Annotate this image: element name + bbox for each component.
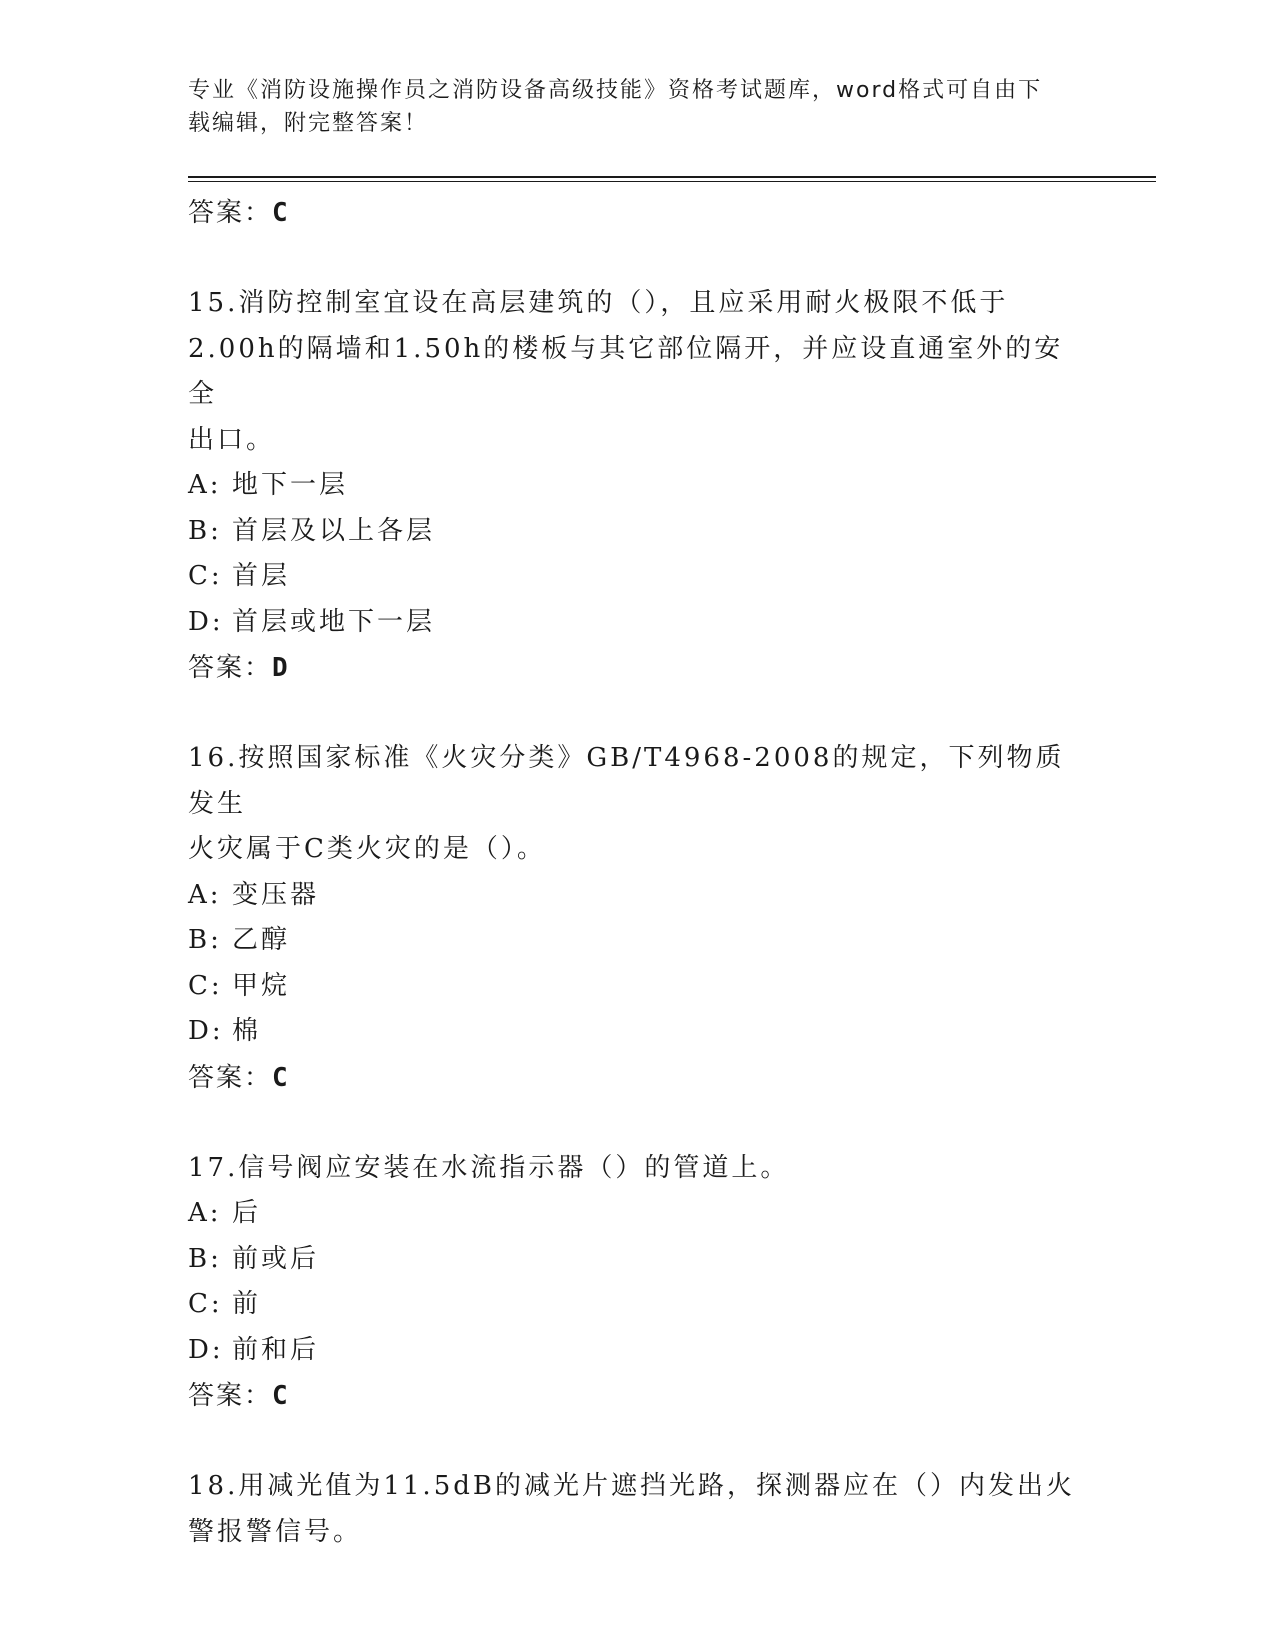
option-text: 首层或地下一层	[232, 606, 436, 637]
question-17	[188, 1146, 1088, 1420]
answer-label: 答案：	[188, 1062, 273, 1093]
question-line: 出口。	[188, 424, 276, 455]
option-b	[188, 918, 1088, 964]
option-text: 甲烷	[232, 970, 291, 1001]
option-c	[188, 554, 1088, 600]
option-key: D:	[188, 1016, 224, 1046]
answer-value: C	[272, 1381, 290, 1411]
option-key: B:	[188, 515, 222, 546]
option-key: C:	[188, 970, 223, 1001]
option-key: D:	[188, 1334, 224, 1365]
option-key: A:	[188, 879, 222, 910]
header-line-1: 专业《消防设施操作员之消防设备高级技能》资格考试题库，word格式可自由下	[188, 78, 1043, 103]
answer	[188, 645, 1088, 691]
answer	[188, 1373, 1088, 1419]
answer-label: 答案：	[188, 198, 273, 228]
question-stem	[188, 1146, 1088, 1192]
option-c	[188, 964, 1088, 1010]
question-stem	[188, 736, 1088, 873]
document-header	[188, 74, 1088, 140]
option-text: 乙醇	[232, 925, 291, 955]
answer-value: C	[272, 198, 290, 228]
question-stem	[188, 1464, 1088, 1555]
option-d	[188, 1009, 1088, 1055]
question-list	[188, 190, 1088, 1555]
option-text: 首层	[232, 561, 291, 591]
answer-value: D	[272, 653, 290, 683]
option-key: A:	[188, 1198, 222, 1228]
question-line: 16.按照国家标准《火灾分类》GB/T4968-2008的规定，下列物质发生	[188, 743, 1065, 819]
answer	[188, 1055, 1088, 1101]
answer-label: 答案：	[188, 1381, 273, 1411]
question-line: 18.用减光值为11.5dB的减光片遮挡光路，探测器应在（）内发出火	[188, 1471, 1075, 1501]
question-15	[188, 281, 1088, 691]
header-divider-thick	[188, 176, 1156, 178]
option-text: 前或后	[232, 1243, 320, 1274]
question-line: 2.00h的隔墙和1.50h的楼板与其它部位隔开，并应设直通室外的安全	[188, 333, 1064, 409]
option-text: 前	[232, 1289, 262, 1319]
option-text: 地下一层	[232, 470, 349, 500]
header-divider-thin	[188, 181, 1156, 182]
option-text: 前和后	[232, 1334, 320, 1365]
option-b	[188, 1237, 1088, 1283]
question-16	[188, 736, 1088, 1101]
option-a	[188, 463, 1088, 509]
answer-label: 答案：	[188, 653, 273, 683]
option-text: 后	[232, 1198, 262, 1228]
option-key: C:	[188, 561, 223, 591]
question-line: 警报警信号。	[188, 1516, 363, 1547]
header-line-2: 载编辑，附完整答案！	[188, 111, 429, 136]
option-d	[188, 1328, 1088, 1374]
option-text: 棉	[232, 1016, 262, 1046]
option-key: A:	[188, 470, 222, 500]
option-d	[188, 600, 1088, 646]
question-stem	[188, 281, 1088, 463]
option-text: 变压器	[232, 879, 320, 910]
option-key: B:	[188, 1243, 222, 1274]
option-text: 首层及以上各层	[232, 515, 436, 546]
option-a	[188, 873, 1088, 919]
question-line: 火灾属于C类火灾的是（）。	[188, 834, 546, 864]
question-line: 15.消防控制室宜设在高层建筑的（），且应采用耐火极限不低于	[188, 288, 1009, 318]
option-key: D:	[188, 606, 224, 637]
option-b	[188, 509, 1088, 555]
option-a	[188, 1191, 1088, 1237]
answer-value: C	[272, 1062, 290, 1093]
previous-answer	[188, 190, 1088, 236]
question-18	[188, 1464, 1088, 1555]
option-c	[188, 1282, 1088, 1328]
option-key: C:	[188, 1289, 223, 1319]
question-line: 17.信号阀应安装在水流指示器（）的管道上。	[188, 1152, 790, 1183]
option-key: B:	[188, 925, 222, 955]
